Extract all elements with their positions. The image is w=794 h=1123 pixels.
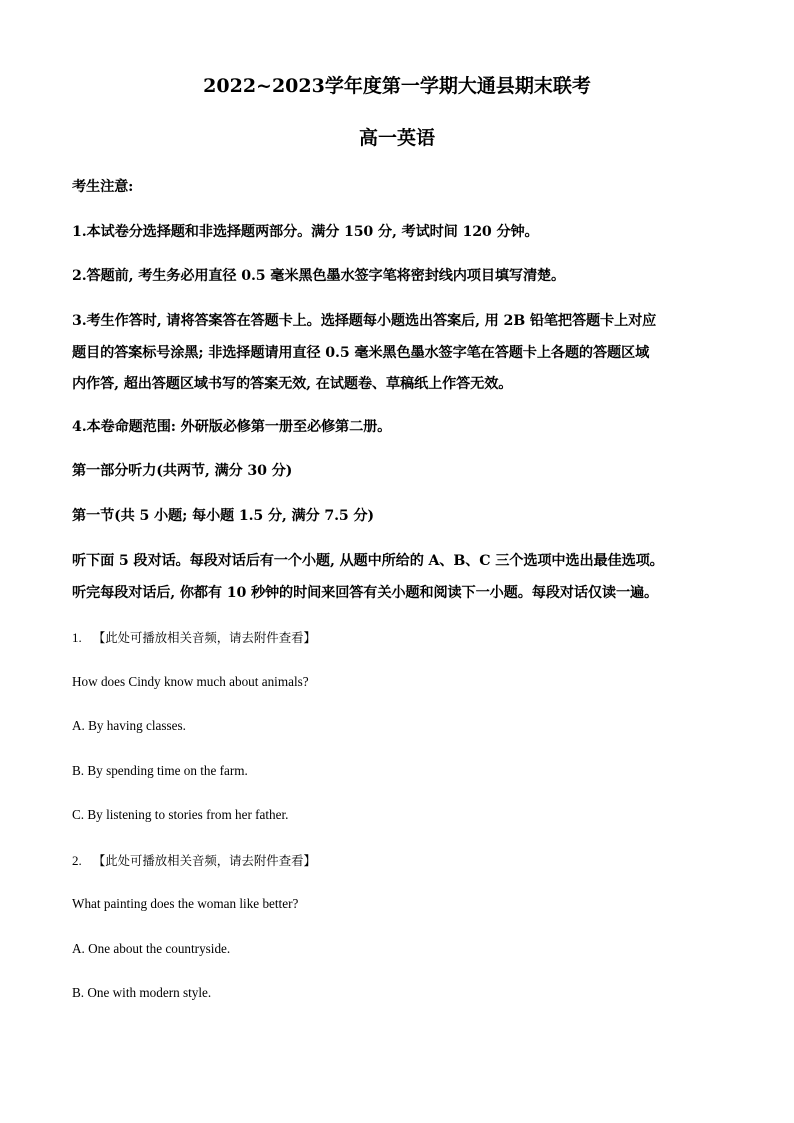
- notice-item-2: 2.答题前, 考生务必用直径 0.5 毫米黑色墨水签字笔将密封线内项目填写清楚。: [72, 268, 566, 284]
- notice-item-3: [72, 306, 736, 401]
- notice-item-4: 4.本卷命题范围: 外研版必修第一册至必修第二册。: [72, 419, 392, 435]
- question-number: 2.: [72, 853, 82, 868]
- audio-placeholder-note[interactable]: 【此处可播放相关音频，请去附件查看】: [92, 630, 316, 645]
- question-2-option-b: B. One with modern style.: [72, 985, 212, 1000]
- question-2-text: What painting does the woman like better?: [72, 896, 299, 911]
- notice-item-1: 1.本试卷分选择题和非选择题两部分。满分 150 分, 考试时间 120 分钟。: [72, 224, 539, 240]
- notice-item-3-line: 内作答, 超出答题区域书写的答案无效, 在试题卷、草稿纸上作答无效。: [72, 376, 513, 392]
- question-2-audio-row: [72, 850, 732, 870]
- notice-item-3-line: 3.考生作答时, 请将答案答在答题卡上。选择题每小题选出答案后, 用 2B 铅笔把答题卡上对应: [72, 313, 657, 329]
- instruction-line: 听下面 5 段对话。每段对话后有一个小题, 从题中所给的 A、B、C 三个选项中选出最佳选项。: [72, 553, 664, 569]
- part1-heading: 第一部分听力(共两节, 满分 30 分): [72, 463, 293, 479]
- section1-heading: 第一节(共 5 小题; 每小题 1.5 分, 满分 7.5 分): [72, 508, 374, 524]
- question-1-option-c: C. By listening to stories from her father.: [72, 807, 289, 822]
- question-1-option-b: B. By spending time on the farm.: [72, 763, 248, 778]
- instruction-line: 听完每段对话后, 你都有 10 秒钟的时间来回答有关小题和阅读下一小题。每段对话仅读一遍。: [72, 584, 659, 601]
- question-2-option-a: A. One about the countryside.: [72, 941, 231, 956]
- exam-title: 2022~2023学年度第一学期大通县期末联考: [203, 75, 591, 97]
- audio-placeholder-note[interactable]: 【此处可播放相关音频，请去附件查看】: [92, 853, 316, 868]
- notice-heading: 考生注意:: [72, 179, 134, 195]
- question-number: 1.: [72, 630, 82, 645]
- listening-instructions: [72, 546, 736, 609]
- exam-subtitle: 高一英语: [358, 127, 435, 149]
- notice-item-3-line: 题目的答案标号涂黑; 非选择题请用直径 0.5 毫米黑色墨水签字笔在答题卡上各题的答题区域: [72, 344, 650, 361]
- question-1-audio-row: [72, 627, 732, 647]
- question-1-text: How does Cindy know much about animals?: [72, 674, 309, 689]
- question-1-option-a: A. By having classes.: [72, 718, 186, 733]
